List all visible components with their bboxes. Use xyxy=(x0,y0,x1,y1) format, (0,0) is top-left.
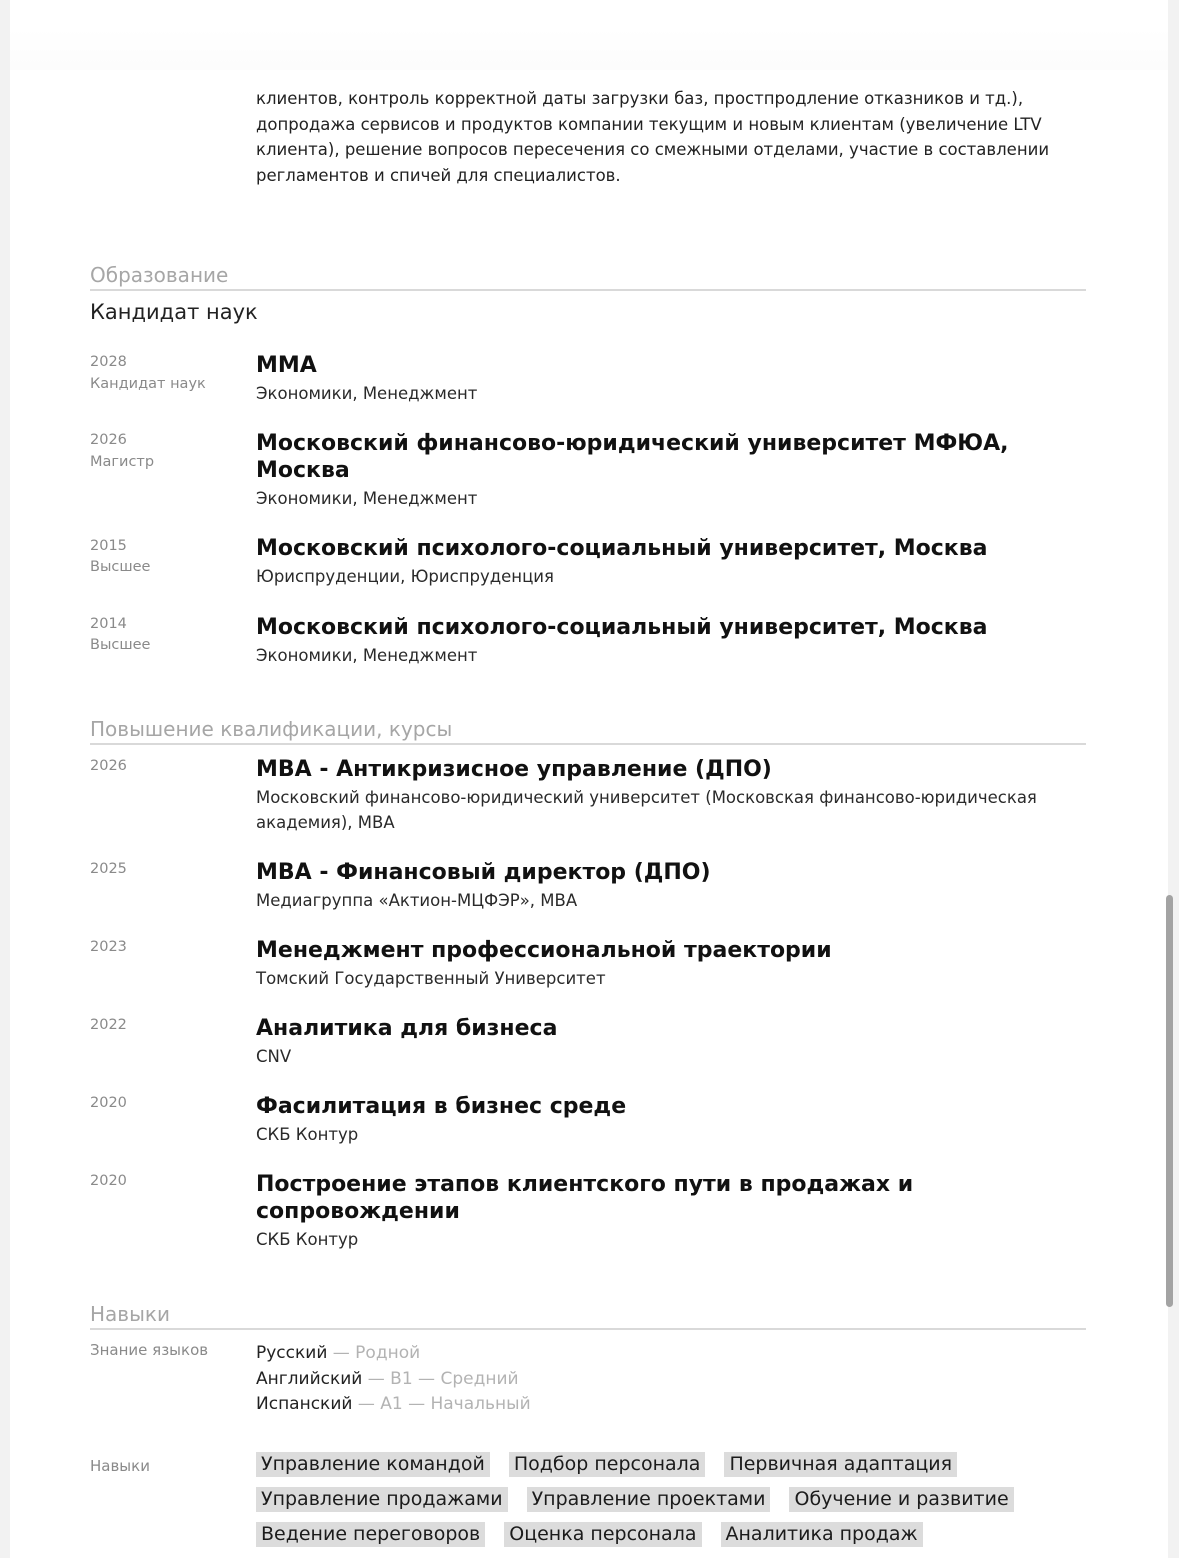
skill-tag: Оценка персонала xyxy=(504,1522,701,1547)
education-faculty: Экономики, Менеджмент xyxy=(256,489,478,508)
education-year: 2015 xyxy=(90,538,127,554)
course-entry xyxy=(256,756,1076,835)
education-entry xyxy=(256,614,1076,668)
course-title: MBA - Финансовый директор (ДПО) xyxy=(256,860,711,885)
education-year: 2014 xyxy=(90,616,127,632)
skill-tag: Подбор персонала xyxy=(509,1452,706,1477)
language-name: Русский xyxy=(256,1343,328,1363)
course-provider: СКБ Контур xyxy=(256,1125,359,1144)
education-level: Кандидат наук xyxy=(90,300,258,324)
course-entry xyxy=(256,1015,1076,1069)
education-faculty: Экономики, Менеджмент xyxy=(256,384,478,403)
education-entry xyxy=(256,352,1076,406)
skill-tag: Управление командой xyxy=(256,1452,490,1477)
skill-tag: Первичная адаптация xyxy=(724,1452,957,1477)
skill-tag: Управление проектами xyxy=(527,1487,771,1512)
course-entry xyxy=(256,859,1076,913)
skill-tag-row xyxy=(256,1452,1076,1487)
language-name: Английский xyxy=(256,1368,363,1389)
education-year: 2026 xyxy=(90,432,127,448)
course-entry xyxy=(256,1171,1076,1252)
education-entry xyxy=(256,535,1076,589)
education-year: 2028 xyxy=(90,354,127,370)
vertical-scrollbar[interactable] xyxy=(1166,895,1173,1307)
course-year: 2020 xyxy=(90,1173,127,1189)
language-level: — A1 — Начальный xyxy=(352,1394,531,1414)
course-title: Менеджмент профессиональной траектории xyxy=(256,938,832,963)
course-provider: СКБ Контур xyxy=(256,1230,359,1249)
language-level: — Родной xyxy=(327,1343,421,1363)
course-provider: CNV xyxy=(256,1047,292,1066)
education-section-title: Образование xyxy=(90,262,1086,291)
skills-section-title: Навыки xyxy=(90,1301,1086,1330)
languages-list xyxy=(256,1341,531,1418)
skill-tag: Управление продажами xyxy=(256,1487,508,1512)
education-degree: Высшее xyxy=(90,559,151,575)
course-title: Аналитика для бизнеса xyxy=(256,1016,558,1041)
language-item xyxy=(256,1367,531,1393)
education-institution: Московский психолого-социальный университет, Москва xyxy=(256,536,988,561)
education-entry xyxy=(256,430,1076,511)
education-degree: Магистр xyxy=(90,454,155,470)
language-item xyxy=(256,1341,531,1367)
skill-tag-row xyxy=(256,1487,1076,1522)
resume-page xyxy=(10,0,1168,1558)
course-year: 2026 xyxy=(90,758,127,774)
education-faculty: Экономики, Менеджмент xyxy=(256,646,478,665)
course-year: 2022 xyxy=(90,1017,127,1033)
skill-tag: Аналитика продаж xyxy=(721,1522,923,1547)
course-year: 2020 xyxy=(90,1095,127,1111)
language-item xyxy=(256,1392,531,1418)
language-name: Испанский xyxy=(256,1394,353,1414)
course-entry xyxy=(256,937,1076,991)
education-institution: Московский психолого-социальный университет, Москва xyxy=(256,615,988,640)
experience-description: клиентов, контроль корректной даты загрузки баз, простпродление отказников и тд.), допродажа сервисов и продуктов компании текущим и новым клиентам (увеличение LTV клиента), решение вопросов пересечения со смежными отделами, участие в составлении регламентов и спичей для специалистов. xyxy=(256,89,1050,185)
skill-tags xyxy=(256,1452,1076,1557)
education-degree: Кандидат наук xyxy=(90,376,206,392)
page-top-shade xyxy=(10,0,1168,70)
languages-label: Знание языков xyxy=(90,1341,209,1359)
course-title: Фасилитация в бизнес среде xyxy=(256,1094,627,1119)
skill-tag: Обучение и развитие xyxy=(789,1487,1013,1512)
education-institution: ММА xyxy=(256,353,317,378)
course-provider: Медиагруппа «Актион-МЦФЭР», MBA xyxy=(256,891,578,910)
skill-tag: Ведение переговоров xyxy=(256,1522,485,1547)
skills-label: Навыки xyxy=(90,1457,150,1475)
courses-section-title: Повышение квалификации, курсы xyxy=(90,716,1086,745)
course-entry xyxy=(256,1093,1076,1147)
course-year: 2025 xyxy=(90,861,127,877)
course-title: Построение этапов клиентского пути в продажах и сопровождении xyxy=(256,1172,914,1224)
course-provider: Томский Государственный Университет xyxy=(256,969,606,988)
course-provider: Московский финансово-юридический университет (Московская финансово-юридическая академия), MBA xyxy=(256,788,1037,832)
skill-tag-row xyxy=(256,1522,1076,1557)
education-faculty: Юриспруденции, Юриспруденция xyxy=(256,567,554,586)
education-institution: Московский финансово-юридический университет МФЮА, Москва xyxy=(256,431,1009,483)
course-title: MBA - Антикризисное управление (ДПО) xyxy=(256,757,772,782)
course-year: 2023 xyxy=(90,939,127,955)
language-level: — B1 — Средний xyxy=(362,1368,519,1389)
education-degree: Высшее xyxy=(90,637,151,653)
